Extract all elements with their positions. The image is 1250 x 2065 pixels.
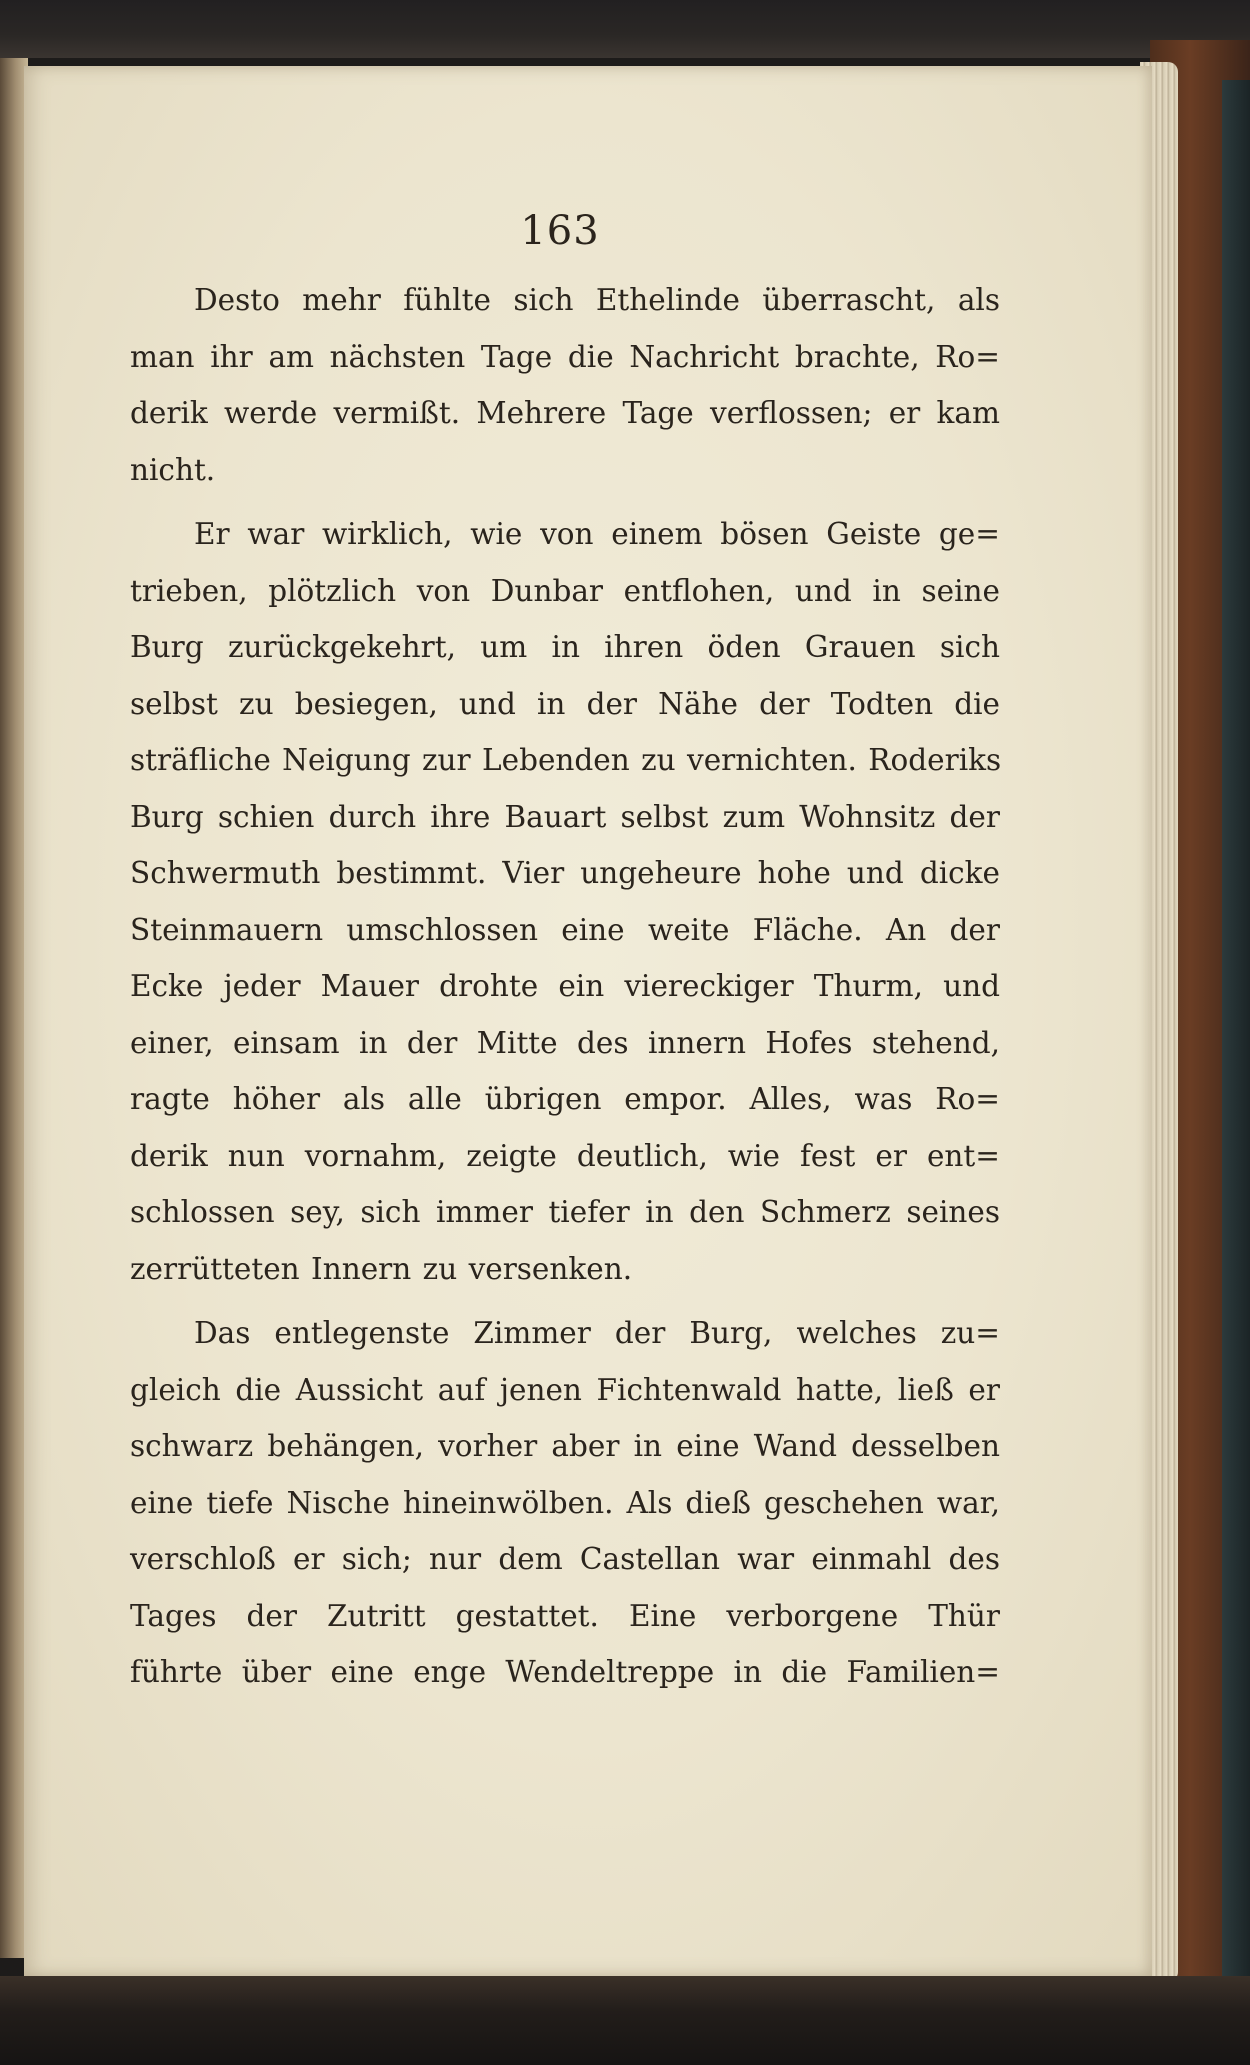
text-line: Steinmauern umschlossen eine weite Fläche. An der	[130, 912, 1000, 947]
text-line: Burg zurückgekehrt, um in ihren öden Grauen sich	[130, 630, 1000, 664]
text-line: Schwermuth bestimmt. Vier ungeheure hohe und dicke	[130, 856, 1000, 890]
text-line: gleich die Aussicht auf jenen Fichtenwald hatte, ließ er	[130, 1372, 1000, 1407]
text-line: Tages der Zutritt gestattet. Eine verborgene Thür	[130, 1598, 1000, 1633]
text-line: Desto mehr fühlte sich Ethelinde überrascht, als	[194, 283, 1000, 317]
top-shadow	[0, 0, 1250, 58]
text-line: eine tiefe Nische hineinwölben. Als dieß geschehen war,	[130, 1485, 1000, 1520]
text-line: Das entlegenste Zimmer der Burg, welches zu=	[194, 1316, 1000, 1350]
text-line: Burg schien durch ihre Bauart selbst zum Wohnsitz der	[130, 799, 1000, 834]
text-line: derik werde vermißt. Mehrere Tage verflossen; er kam	[130, 396, 1000, 430]
text-line: trieben, plötzlich von Dunbar entflohen, und in seine	[130, 573, 1000, 608]
text-line: einer, einsam in der Mitte des innern Hofes stehend,	[130, 1025, 1000, 1060]
text-line: nicht.	[130, 452, 216, 487]
text-line: ragte höher als alle übrigen empor. Alles, was Ro=	[130, 1082, 1000, 1116]
paragraph-2	[130, 506, 1000, 1297]
text-line: man ihr am nächsten Tage die Nachricht brachte, Ro=	[130, 339, 1000, 374]
text-line: führte über eine enge Wendeltreppe in die Familien=	[130, 1655, 1000, 1689]
text-line: selbst zu besiegen, und in der Nähe der Todten die	[130, 686, 1000, 721]
text-line: zerrütteten Innern zu versenken.	[130, 1251, 633, 1286]
text-line: derik nun vornahm, zeigte deutlich, wie fest er ent=	[130, 1138, 1000, 1173]
text-line: Er war wirklich, wie von einem bösen Geiste ge=	[194, 517, 1000, 551]
text-line: sträfliche Neigung zur Lebenden zu vernichten. Roderiks	[130, 743, 1002, 777]
text-line: schwarz behängen, vorher aber in eine Wand desselben	[130, 1429, 1000, 1463]
text-line: verschloß er sich; nur dem Castellan war einmahl des	[130, 1542, 1000, 1576]
bottom-shadow	[0, 1976, 1250, 2065]
text-line: schlossen sey, sich immer tiefer in den Schmerz seines	[130, 1195, 1000, 1229]
paragraph-1	[130, 272, 1000, 498]
page-text	[130, 272, 1000, 1701]
paragraph-3	[130, 1305, 1000, 1701]
text-line: Ecke jeder Mauer drohte ein viereckiger Thurm, und	[130, 969, 1000, 1003]
page-number: 163	[520, 208, 600, 254]
